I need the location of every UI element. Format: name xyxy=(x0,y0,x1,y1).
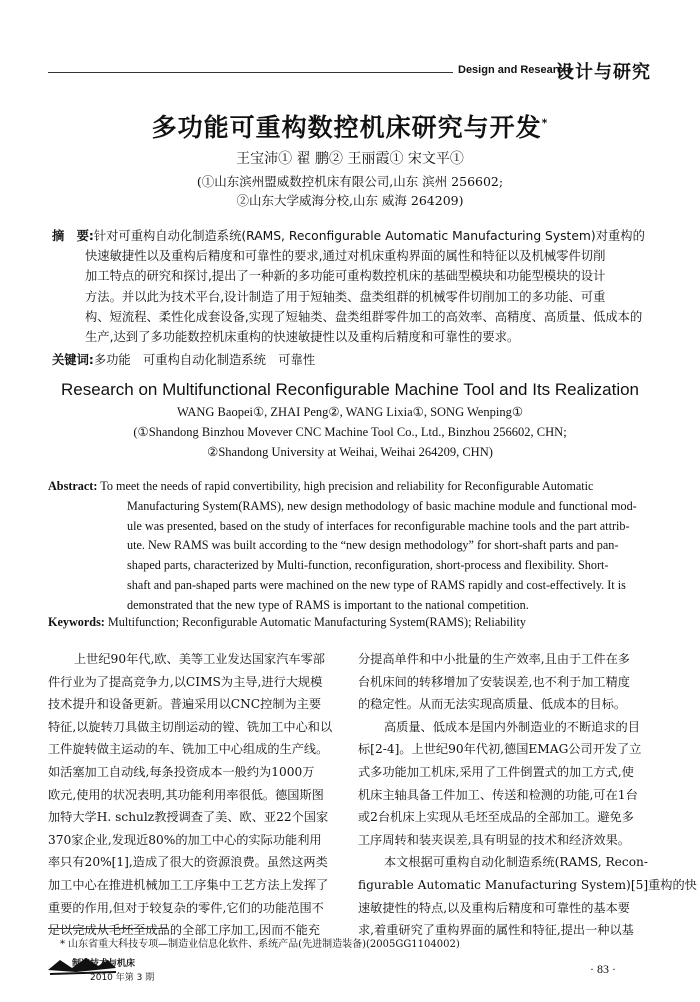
header-rule xyxy=(48,72,453,73)
body-line: 加特大学H. schulz教授调查了美、欧、亚22个国家 xyxy=(48,810,329,825)
body-line: 特征,以旋转刀具做主切削运动的镗、铣加工中心和以 xyxy=(48,719,333,734)
abstract-cn-line: 针对可重构自动化制造系统(RAMS, Reconfigurable Automatic Manufacturing System)对重构的 xyxy=(93,229,645,243)
body-line: 台机床间的转移增加了安装误差,也不利于加工精度 xyxy=(358,674,630,689)
abstract-cn-label: 摘 要: xyxy=(52,229,94,243)
abstract-en-line: shaped parts, characterized by Multi-function, reconfiguration, short-process and flexibility. Short- xyxy=(127,558,609,573)
keywords-cn xyxy=(52,350,315,368)
section-label-en: Design and Research xyxy=(458,64,570,76)
body-line: 重要的作用,但对于较复杂的零件,它们的功能范围不 xyxy=(48,900,324,915)
abstract-en-line: To meet the needs of rapid convertibility, high precision and reliability for Reconfigurable Automatic xyxy=(100,479,594,493)
keywords-cn-label: 关键词: xyxy=(52,353,94,367)
abstract-en-line: ute. New RAMS was built according to the “new design methodology” for short-shaft parts and pan- xyxy=(127,538,619,553)
keywords-en-label: Keywords: xyxy=(48,615,105,629)
affiliation-en-2: ②Shandong University at Weihai, Weihai 264209, CHN) xyxy=(207,445,493,459)
section-label-cn: 设计与研究 xyxy=(556,62,651,83)
page-number: · 83 · xyxy=(590,962,616,976)
body-line: 如活塞加工自动线,每条投资成本一般约为1000万 xyxy=(48,764,315,779)
title-cn xyxy=(0,108,700,144)
body-line: 求,着重研究了重构界面的属性和特征,提出一种以基 xyxy=(358,923,634,938)
body-line: 式多功能加工机床,采用了工件倒置式的加工方式,使 xyxy=(358,764,634,779)
abstract-cn-line: 生产,达到了多功能数控机床重构的快速敏捷性以及重构后精度和可靠性的要求。 xyxy=(85,330,520,345)
title-footnote-mark: * xyxy=(541,116,549,130)
body-line: 工序周转和装夹误差,具有明显的技术和经济效果。 xyxy=(358,832,630,847)
body-line: 技术提升和设备更新。普遍采用以CNC控制为主要 xyxy=(48,697,322,712)
body-line: 工件旋转做主运动的车、铣加工中心组成的生产线。 xyxy=(48,742,329,757)
abstract-en-line: demonstrated that the new type of RAMS is important to the national competition. xyxy=(127,597,529,612)
body-line: 高质量、低成本是国内外制造业的不断追求的目 xyxy=(384,719,640,734)
abstract-en-line: ule was presented, based on the study of interfaces for reconfigurable machine tools and the part attrib- xyxy=(127,518,630,533)
body-line: 机床主轴具备工件加工、传送和检测的功能,可在1台 xyxy=(358,787,638,802)
keywords-cn-text: 多功能 可重构自动化制造系统 可靠性 xyxy=(93,353,316,367)
abstract-en xyxy=(48,477,660,616)
abstract-cn-line: 方法。并以此为技术平台,设计制造了用于短轴类、盘类组群的机械零件切削加工的多功能、可重 xyxy=(85,289,606,304)
body-line: 标[2-4]。上世纪90年代初,德国EMAG公司开发了立 xyxy=(358,742,642,757)
abstract-cn-line: 加工特点的研究和探讨,提出了一种新的多功能可重构数控机床的基础型模块和功能型模块的设计 xyxy=(85,269,606,284)
abstract-en-label: Abstract: xyxy=(48,479,98,493)
authors-cn: 王宝沛① 翟 鹏② 王丽霞① 宋文平① xyxy=(236,151,464,167)
affiliation-en-1: (①Shandong Binzhou Movever CNC Machine Tool Co., Ltd., Binzhou 256602, CHN; xyxy=(133,425,567,439)
affiliation-cn-2: ②山东大学威海分校,山东 威海 264209) xyxy=(236,193,464,208)
body-line: 370家企业,发现近80%的加工中心的实际功能利用 xyxy=(48,832,322,847)
body-line: 欧元,使用的状况表明,其功能利用率很低。德国斯图 xyxy=(48,787,324,802)
body-line: 的稳定性。从而无法实现高质量、低成本的目标。 xyxy=(358,697,627,712)
body-line: 足以完成从毛坯至成品的全部工序加工,因而不能充 xyxy=(48,923,320,938)
body-line: 或2台机床上实现从毛坯至成品的全部加工。避免多 xyxy=(358,810,634,825)
body-column-left xyxy=(48,648,350,942)
body-line: 分提高单件和中小批量的生产效率,且由于工件在多 xyxy=(358,652,630,666)
body-line: 加工中心在推进机械加工工序集中工艺方法上发挥了 xyxy=(48,877,329,892)
abstract-en-line: Manufacturing System(RAMS), new design methodology of basic machine module and functional mod- xyxy=(127,498,637,513)
body-line: 本文根据可重构自动化制造系统(RAMS, Recon- xyxy=(384,855,649,870)
abstract-cn xyxy=(52,226,658,347)
issue-label: 2010 年第 3 期 xyxy=(90,973,155,983)
affiliation-cn-1: (①山东滨州盟威数控机床有限公司,山东 滨州 256602; xyxy=(196,174,504,189)
title-cn-text: 多功能可重构数控机床研究与开发 xyxy=(151,113,542,142)
keywords-en xyxy=(48,615,526,630)
title-en: Research on Multifunctional Reconfigurable Machine Tool and Its Realization xyxy=(60,380,640,399)
abstract-en-line: shaft and pan-shaped parts were machined on the new type of RAMS rapidly and cost-effectively. It is xyxy=(127,577,626,592)
body-column-right xyxy=(358,648,697,942)
body-line: 率只有20%[1],造成了很大的资源浪费。虽然这两类 xyxy=(48,855,328,870)
abstract-cn-line: 快速敏捷性以及重构后精度和可靠性的要求,通过对机床重构界面的属性和特征以及机械零件切削 xyxy=(85,249,606,264)
keywords-en-text: Multifunction; Reconfigurable Automatic Manufacturing System(RAMS); Reliability xyxy=(107,615,526,629)
body-line: 速敏捷性的特点,以及重构后精度和可靠性的基本要 xyxy=(358,900,630,915)
body-line: 上世纪90年代,欧、美等工业发达国家汽车零部 xyxy=(74,652,325,666)
footnote-rule xyxy=(48,928,168,929)
body-line: 件行业为了提高竞争力,以CIMS为主导,进行大规模 xyxy=(48,674,323,689)
authors-en: WANG Baopei①, ZHAI Peng②, WANG Lixia①, SONG Wenping① xyxy=(176,405,524,419)
footnote: * 山东省重大科技专项—制造业信息化软件、系统产品(先进制造装备)(2005GG1104002) xyxy=(60,939,460,950)
journal-logo-text: 制造技术与机床 xyxy=(72,959,136,969)
abstract-cn-line: 构、短流程、柔性化成套设备,实现了短轴类、盘类组群零件加工的高效率、高精度、高质量、低成本的 xyxy=(85,309,643,324)
body-line: figurable Automatic Manufacturing System)[5]重构的快 xyxy=(358,877,697,892)
